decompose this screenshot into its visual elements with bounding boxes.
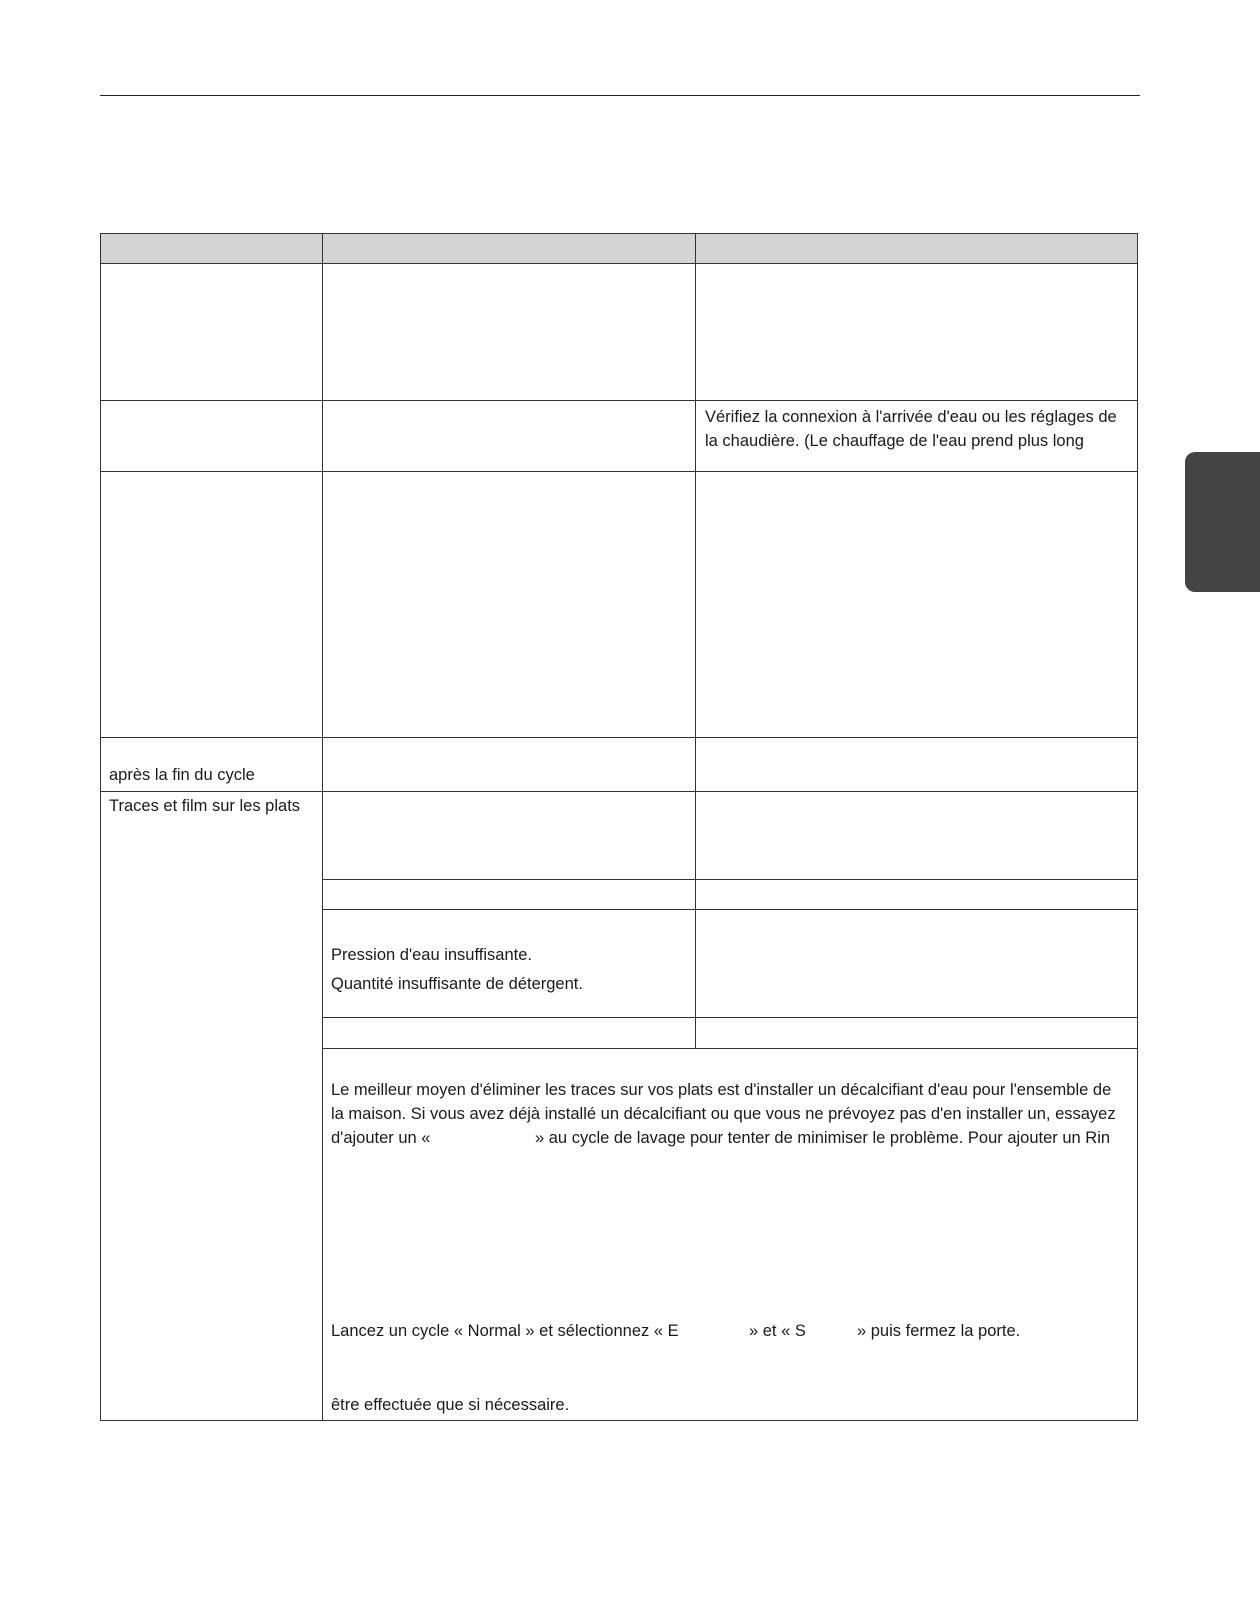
note-line: » et « S	[749, 1322, 806, 1340]
row-divider	[101, 791, 1137, 792]
row-divider	[101, 471, 1137, 472]
subrow-divider	[322, 879, 1137, 880]
column-divider-2	[695, 234, 696, 1049]
chapter-tab	[1185, 452, 1260, 592]
note-line: être effectuée que si nécessaire.	[331, 1396, 570, 1414]
row-divider	[101, 737, 1137, 738]
note-line: Le meilleur moyen d'éliminer les traces sur vos plats est d'installer un décalcifiant d'eau pour l'ensemble de	[331, 1081, 1112, 1099]
cause-text-line: Pression d'eau insuffisante.	[331, 946, 532, 964]
troubleshooting-table	[100, 233, 1138, 1421]
table-header	[101, 234, 1137, 264]
solution-text-line: la chaudière. (Le chauffage de l'eau prend plus long	[705, 432, 1084, 450]
note-line: » puis fermez la porte.	[857, 1322, 1021, 1340]
note-line: Lancez un cycle « Normal » et sélectionnez « E	[331, 1322, 679, 1340]
note-line: » au cycle de lavage pour tenter de minimiser le problème. Pour ajouter un Rin	[535, 1129, 1111, 1147]
note-line: d'ajouter un «	[331, 1129, 431, 1147]
cause-text-line: Quantité insuffisante de détergent.	[331, 975, 583, 993]
subrow-divider	[322, 1017, 1137, 1018]
column-divider-1	[322, 234, 323, 1420]
subrow-divider	[322, 1048, 1137, 1049]
solution-text-line: Vérifiez la connexion à l'arrivée d'eau ou les réglages de	[705, 408, 1117, 426]
header-rule	[100, 95, 1140, 96]
row-divider	[101, 400, 1137, 401]
problem-cell: Traces et film sur les plats	[109, 797, 301, 815]
subrow-divider	[322, 909, 1137, 910]
problem-cell: après la fin du cycle	[109, 766, 255, 784]
note-line: la maison. Si vous avez déjà installé un décalcifiant ou que vous ne prévoyez pas d'en installer un, essayez	[331, 1105, 1116, 1123]
